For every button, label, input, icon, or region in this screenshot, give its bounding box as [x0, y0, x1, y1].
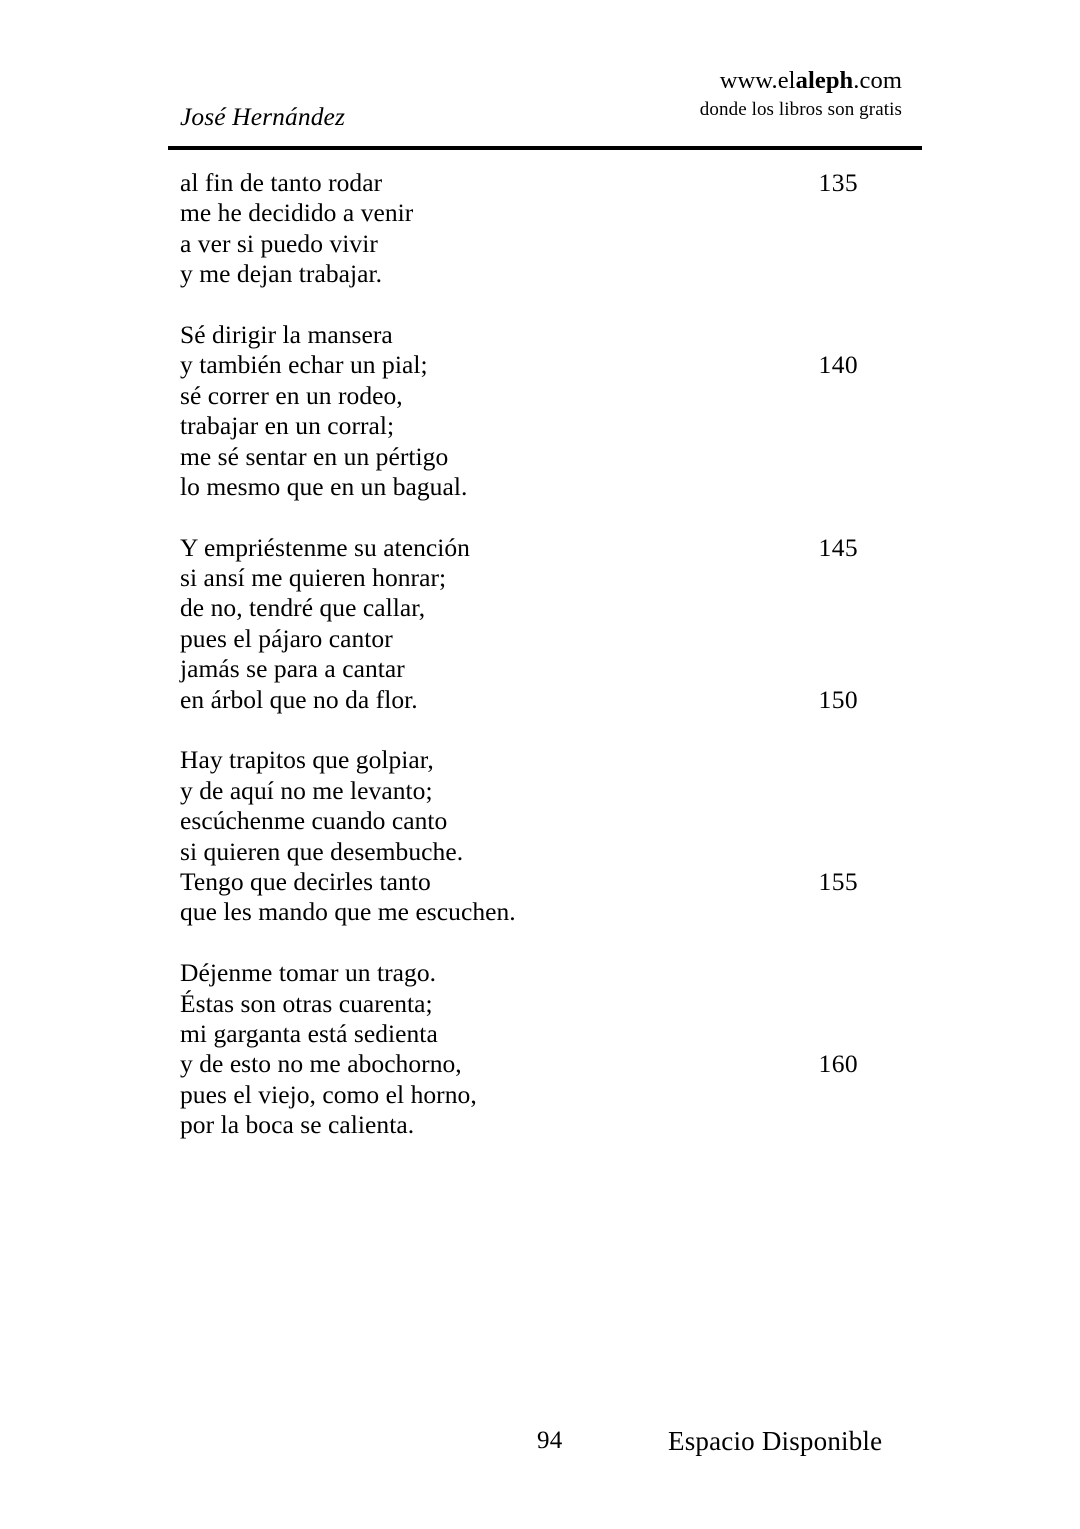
poem-verse [180, 624, 860, 654]
poem-verse [180, 897, 860, 927]
site-tagline: donde los libros son gratis [699, 99, 902, 120]
poem-verse [180, 1080, 860, 1110]
poem-verse [180, 381, 860, 411]
poem-verse-text: a ver si puedo vivir [180, 228, 378, 258]
poem-verse-text: al fin de tanto rodar [180, 168, 383, 197]
poem-verse [180, 198, 860, 228]
poem-verse-text: jamás se para a cantar [180, 654, 405, 684]
poem-verse [180, 745, 860, 775]
verse-line-number: 140 [818, 350, 858, 380]
poem-verse [180, 320, 860, 350]
poem-verse-text: en árbol que no da flor. [180, 684, 418, 714]
site-url-brand: aleph [795, 67, 854, 94]
poem-verse [180, 1019, 860, 1049]
running-head [168, 66, 922, 138]
poem-verse-text: me he decidido a venir [180, 198, 414, 228]
poem-verse [180, 776, 860, 806]
poem-verse [180, 168, 860, 198]
poem-stanza [180, 958, 860, 1140]
poem-verse [180, 654, 860, 684]
poem-verse [180, 989, 860, 1019]
poem-verse [180, 593, 860, 623]
poem-verse-text: y de esto no me abochorno, [180, 1049, 462, 1079]
poem-verse [180, 1049, 860, 1079]
poem-verse-text: pues el pájaro cantor [180, 623, 393, 653]
verse-line-number: 155 [818, 866, 858, 896]
site-url-suffix: .com [853, 67, 902, 94]
running-head-author: José Hernández [180, 102, 345, 131]
verse-line-number: 135 [818, 168, 858, 197]
poem-body [180, 168, 860, 1141]
poem-verse-text: escúchenme cuando canto [180, 806, 448, 836]
poem-stanza [180, 533, 860, 715]
poem-verse [180, 259, 860, 289]
poem-verse-text: pues el viejo, como el horno, [180, 1079, 477, 1109]
poem-verse [180, 867, 860, 897]
poem-verse [180, 837, 860, 867]
poem-verse-text: sé correr en un rodeo, [180, 380, 403, 410]
poem-verse [180, 563, 860, 593]
poem-verse-text: Tengo que decirles tanto [180, 866, 431, 896]
poem-verse [180, 350, 860, 380]
poem-verse-text: y también echar un pial; [180, 350, 428, 380]
site-url [500, 66, 902, 96]
poem-stanza [180, 168, 860, 290]
poem-verse-text: trabajar en un corral; [180, 411, 395, 441]
poem-stanza [180, 745, 860, 927]
running-head-site [500, 66, 920, 123]
poem-verse-text: Déjenme tomar un trago. [180, 958, 437, 988]
poem-verse [180, 472, 860, 502]
poem-verse-text: si quieren que desembuche. [180, 836, 464, 866]
page-folio-number: 94 [537, 1427, 563, 1454]
page-footer [0, 1424, 1080, 1470]
poem-verse [180, 685, 860, 715]
poem-verse-text: que les mando que me escuchen. [180, 897, 516, 927]
footer-note: Espacio Disponible [668, 1426, 883, 1456]
verse-line-number: 160 [818, 1049, 858, 1079]
poem-verse [180, 229, 860, 259]
site-url-prefix: www.el [719, 67, 796, 94]
poem-verse-text: Hay trapitos que golpiar, [180, 745, 434, 775]
poem-verse-text: de no, tendré que callar, [180, 593, 426, 623]
verse-line-number: 150 [818, 684, 858, 714]
poem-verse-text: Sé dirigir la mansera [180, 319, 393, 349]
verse-line-number: 145 [818, 532, 858, 562]
poem-verse-text: me sé sentar en un pértigo [180, 441, 449, 471]
poem-verse [180, 533, 860, 563]
poem-verse [180, 442, 860, 472]
poem-verse-text: Éstas son otras cuarenta; [180, 988, 433, 1018]
poem-verse-text: si ansí me quieren honrar; [180, 563, 447, 593]
poem-verse-text: mi garganta está sedienta [180, 1018, 438, 1048]
poem-verse [180, 411, 860, 441]
poem-verse [180, 806, 860, 836]
poem-verse [180, 958, 860, 988]
poem-verse-text: Y empriéstenme su atención [180, 532, 470, 562]
poem-verse-text: lo mesmo que en un bagual. [180, 471, 468, 501]
poem-verse-text: y me dejan trabajar. [180, 259, 383, 289]
poem-verse-text: y de aquí no me levanto; [180, 775, 433, 805]
poem-verse [180, 1110, 860, 1140]
header-divider-rule [168, 146, 922, 150]
poem-stanza [180, 320, 860, 502]
poem-verse-text: por la boca se calienta. [180, 1110, 415, 1140]
